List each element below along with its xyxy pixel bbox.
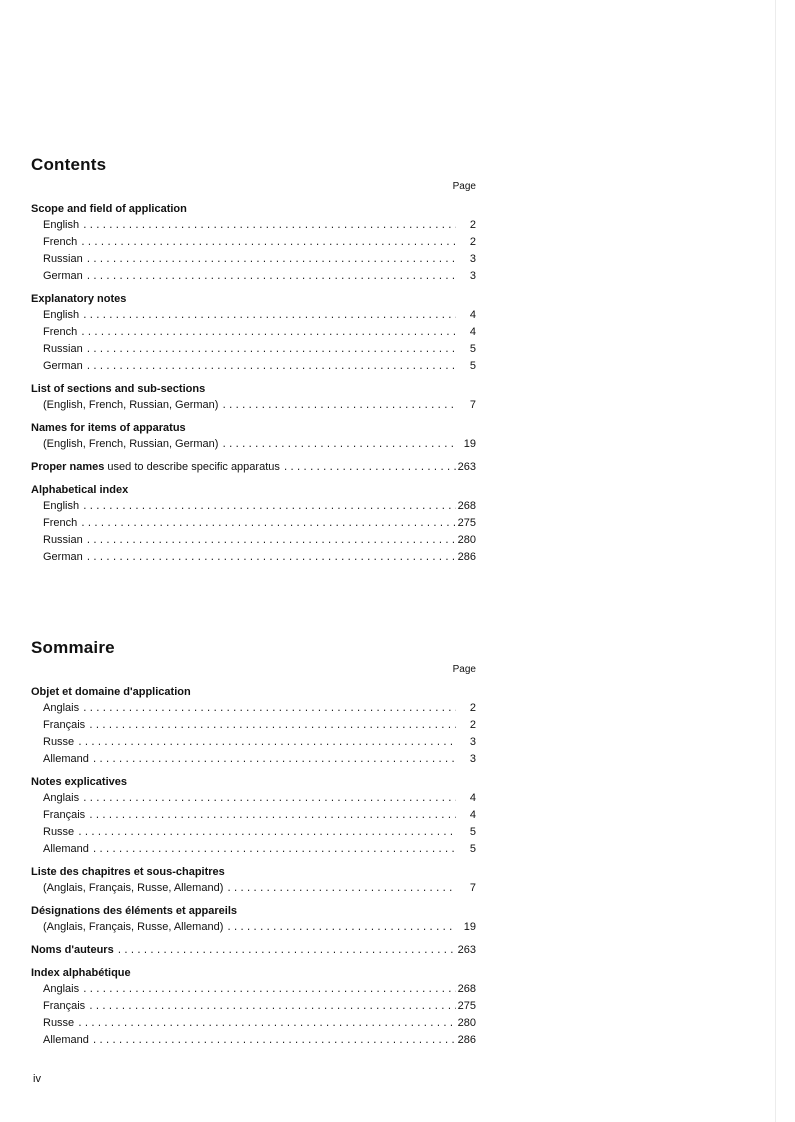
- toc-entry[interactable]: [31, 268, 476, 285]
- toc-section: [31, 942, 476, 959]
- dot-leader: [82, 499, 456, 516]
- toc-entry-page: 5: [469, 826, 476, 838]
- toc-entry[interactable]: [31, 532, 476, 549]
- page-column-label: Page: [452, 181, 476, 192]
- entry-label-text: Russe: [43, 736, 75, 748]
- entry-label-text: English: [43, 309, 80, 321]
- toc-entry-label: [43, 981, 82, 998]
- toc-entry-page: 4: [469, 809, 476, 821]
- toc-entry-page: 5: [469, 360, 476, 372]
- entry-label-text: Allemand: [43, 843, 89, 855]
- entry-label-text: Français: [43, 719, 86, 731]
- dot-leader: [80, 516, 456, 533]
- toc-entry-page: 3: [469, 270, 476, 282]
- toc-entry-label: [43, 358, 86, 375]
- page-column-label: Page: [452, 664, 476, 675]
- toc-entry[interactable]: [31, 234, 476, 251]
- toc-entry-label: [43, 824, 77, 841]
- dot-leader: [221, 398, 456, 415]
- toc-entry[interactable]: [31, 919, 476, 936]
- toc-entry[interactable]: [31, 824, 476, 841]
- toc-section-title: Explanatory notes: [31, 293, 127, 305]
- dot-leader: [82, 982, 456, 999]
- entry-label-text: (Anglais, Français, Russe, Allemand): [43, 882, 224, 894]
- toc-entry-label: [43, 436, 221, 453]
- toc-entry[interactable]: [31, 807, 476, 824]
- toc-entry-page: 275: [457, 1000, 476, 1012]
- toc-section: [31, 482, 476, 566]
- toc-entry-page: 19: [463, 921, 476, 933]
- entry-label-text: German: [43, 270, 83, 282]
- toc-section-title: Scope and field of application: [31, 203, 187, 215]
- toc-entry-label: [43, 998, 88, 1015]
- toc-entry-page: 19: [463, 438, 476, 450]
- toc-entry-page: 5: [469, 843, 476, 855]
- dot-leader: [88, 808, 456, 825]
- toc-entry[interactable]: [31, 341, 476, 358]
- toc-section: [31, 864, 476, 897]
- entry-label-text: French: [43, 517, 78, 529]
- toc-entry-page: 280: [457, 534, 476, 546]
- entry-label-text: (Anglais, Français, Russe, Allemand): [43, 921, 224, 933]
- dot-leader: [82, 701, 456, 718]
- toc-entry-label: [43, 751, 92, 768]
- entry-label-rest: used to describe specific apparatus: [104, 461, 280, 473]
- toc-entry-label: [43, 549, 86, 566]
- contents-block: [31, 155, 476, 566]
- toc-entry-page: 275: [457, 517, 476, 529]
- toc-entry-page: 280: [457, 1017, 476, 1029]
- entry-label-text: Anglais: [43, 983, 80, 995]
- toc-section-title: Names for items of apparatus: [31, 422, 186, 434]
- toc-entry[interactable]: [31, 942, 476, 959]
- toc-section-title: Désignations des éléments et appareils: [31, 905, 238, 917]
- dot-leader: [77, 1016, 456, 1033]
- toc-entry[interactable]: [31, 841, 476, 858]
- toc-entry[interactable]: [31, 251, 476, 268]
- dot-leader: [88, 718, 456, 735]
- entry-label-bold: Proper names: [31, 461, 105, 473]
- entry-label-text: French: [43, 236, 78, 248]
- toc-entry[interactable]: [31, 436, 476, 453]
- entry-label-text: Russe: [43, 1017, 75, 1029]
- entry-label-text: German: [43, 360, 83, 372]
- toc-section-title: Notes explicatives: [31, 776, 127, 788]
- entry-label-text: Russian: [43, 534, 83, 546]
- toc-entry-label: [43, 268, 86, 285]
- dot-leader: [86, 269, 456, 286]
- toc-entry[interactable]: [31, 981, 476, 998]
- toc-entry[interactable]: [31, 397, 476, 414]
- toc-entry-page: 286: [457, 551, 476, 563]
- toc-entry-page: 4: [469, 309, 476, 321]
- toc-entry-label: [43, 498, 82, 515]
- toc-section: [31, 459, 476, 476]
- toc-section-title: Alphabetical index: [31, 484, 129, 496]
- toc-entry[interactable]: [31, 217, 476, 234]
- toc-entry[interactable]: [31, 998, 476, 1015]
- toc-entry[interactable]: [31, 459, 476, 476]
- contents-sections: [31, 201, 476, 566]
- toc-entry-label: [43, 515, 80, 532]
- dot-leader: [283, 460, 456, 477]
- footer-page-number: iv: [33, 1073, 41, 1085]
- toc-section: [31, 291, 476, 375]
- toc-entry-label: [43, 324, 80, 341]
- entry-label-text: German: [43, 551, 83, 563]
- page-edge-line: [775, 0, 776, 1122]
- toc-entry-label: [31, 942, 117, 959]
- dot-leader: [77, 735, 456, 752]
- toc-entry[interactable]: [31, 700, 476, 717]
- toc-entry[interactable]: [31, 307, 476, 324]
- dot-leader: [86, 342, 456, 359]
- sommaire-sections: [31, 684, 476, 1049]
- toc-entry[interactable]: [31, 498, 476, 515]
- dot-leader: [77, 825, 456, 842]
- toc-entry[interactable]: [31, 358, 476, 375]
- sommaire-block: [31, 638, 476, 1049]
- entry-label-text: Français: [43, 1000, 86, 1012]
- toc-entry-page: 2: [469, 702, 476, 714]
- toc-entry-label: [43, 807, 88, 824]
- toc-entry-page: 7: [469, 882, 476, 894]
- toc-section-title: Index alphabétique: [31, 967, 131, 979]
- toc-entry-label: [43, 717, 88, 734]
- toc-entry[interactable]: [31, 1032, 476, 1049]
- dot-leader: [82, 308, 456, 325]
- dot-leader: [92, 1033, 456, 1050]
- toc-section: [31, 201, 476, 285]
- entry-label-text: (English, French, Russian, German): [43, 438, 219, 450]
- toc-entry-page: 268: [457, 983, 476, 995]
- toc-entry[interactable]: [31, 734, 476, 751]
- toc-section: [31, 420, 476, 453]
- toc-entry-page: 4: [469, 792, 476, 804]
- entry-label-bold: Noms d'auteurs: [31, 944, 114, 956]
- entry-label-text: Français: [43, 809, 86, 821]
- toc-entry-page: 3: [469, 736, 476, 748]
- toc-section: [31, 684, 476, 768]
- toc-section-title: List of sections and sub-sections: [31, 383, 206, 395]
- toc-entry-label: [31, 459, 283, 476]
- entry-label-text: Russe: [43, 826, 75, 838]
- dot-leader: [86, 359, 456, 376]
- toc-section-title: Liste des chapitres et sous-chapitres: [31, 866, 225, 878]
- dot-leader: [117, 943, 456, 960]
- toc-entry-label: [43, 251, 86, 268]
- sommaire-title: Sommaire: [31, 638, 115, 657]
- toc-section: [31, 381, 476, 414]
- toc-entry-label: [43, 734, 77, 751]
- entry-label-text: Anglais: [43, 702, 80, 714]
- dot-leader: [86, 533, 456, 550]
- dot-leader: [80, 235, 456, 252]
- toc-entry-page: 3: [469, 753, 476, 765]
- toc-entry[interactable]: [31, 1015, 476, 1032]
- toc-section: [31, 774, 476, 858]
- dot-leader: [226, 881, 456, 898]
- toc-entry-page: 263: [457, 944, 476, 956]
- toc-entry-page: 3: [469, 253, 476, 265]
- toc-entry[interactable]: [31, 549, 476, 566]
- toc-entry-label: [43, 790, 82, 807]
- toc-entry[interactable]: [31, 790, 476, 807]
- toc-entry-page: 286: [457, 1034, 476, 1046]
- dot-leader: [80, 325, 456, 342]
- entry-label-text: Russian: [43, 343, 83, 355]
- toc-entry-page: 7: [469, 399, 476, 411]
- toc-entry-page: 2: [469, 719, 476, 731]
- dot-leader: [221, 437, 456, 454]
- entry-label-text: French: [43, 326, 78, 338]
- dot-leader: [82, 791, 456, 808]
- toc-entry-label: [43, 880, 226, 897]
- toc-entry[interactable]: [31, 515, 476, 532]
- toc-entry-page: 2: [469, 236, 476, 248]
- toc-entry-label: [43, 234, 80, 251]
- toc-entry-label: [43, 341, 86, 358]
- dot-leader: [86, 252, 456, 269]
- toc-entry[interactable]: [31, 324, 476, 341]
- entry-label-text: Allemand: [43, 1034, 89, 1046]
- dot-leader: [82, 218, 456, 235]
- toc-entry-page: 4: [469, 326, 476, 338]
- toc-entry[interactable]: [31, 880, 476, 897]
- toc-entry-label: [43, 700, 82, 717]
- toc-entry-label: [43, 532, 86, 549]
- entry-label-text: Allemand: [43, 753, 89, 765]
- toc-entry-label: [43, 1032, 92, 1049]
- toc-entry[interactable]: [31, 751, 476, 768]
- toc-entry-label: [43, 307, 82, 324]
- toc-entry-label: [43, 1015, 77, 1032]
- entry-label-text: (English, French, Russian, German): [43, 399, 219, 411]
- toc-entry-label: [43, 919, 226, 936]
- toc-entry-page: 2: [469, 219, 476, 231]
- dot-leader: [92, 752, 456, 769]
- toc-entry[interactable]: [31, 717, 476, 734]
- entry-label-text: Anglais: [43, 792, 80, 804]
- entry-label-text: English: [43, 219, 80, 231]
- toc-entry-label: [43, 841, 92, 858]
- dot-leader: [226, 920, 456, 937]
- toc-entry-page: 268: [457, 500, 476, 512]
- toc-entry-page: 5: [469, 343, 476, 355]
- toc-entry-page: 263: [457, 461, 476, 473]
- dot-leader: [92, 842, 456, 859]
- toc-section-title: Objet et domaine d'application: [31, 686, 191, 698]
- entry-label-text: English: [43, 500, 80, 512]
- dot-leader: [86, 550, 456, 567]
- toc-section: [31, 903, 476, 936]
- toc-entry-label: [43, 397, 221, 414]
- toc-section: [31, 965, 476, 1049]
- entry-label-text: Russian: [43, 253, 83, 265]
- dot-leader: [88, 999, 456, 1016]
- contents-title: Contents: [31, 155, 107, 174]
- toc-entry-label: [43, 217, 82, 234]
